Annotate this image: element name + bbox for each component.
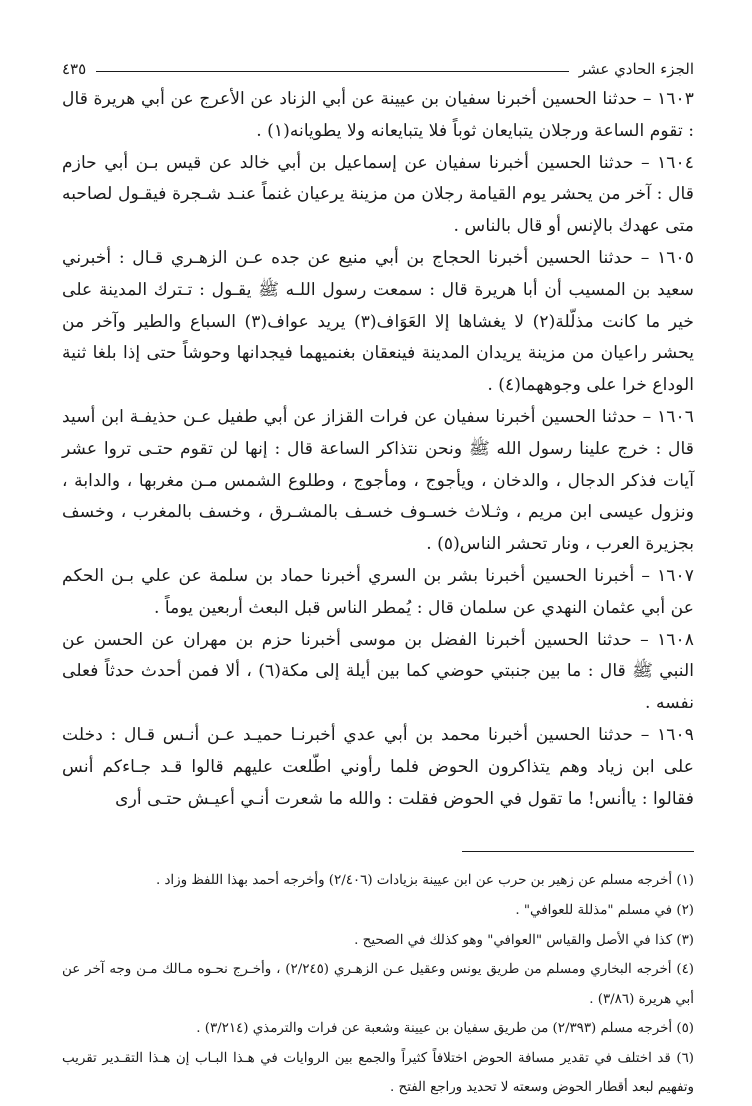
footnote: (٥) أخرجه مسلم (٢/٣٩٣) من طريق سفيان بن عيينة وشعبة عن فرات والترمذي (٣/٢١٤) . (196, 1021, 694, 1037)
hadith-paragraph: ١٦٠٤ – حدثنا الحسين أخبرنا سفيان عن إسماعيل بن أبي خالد عن قيس بـن أبي حازم قال : آخر من يحشر يوم القيامة رجلان من مزينة يرعيان غنماً عنـد شـجرة فيقـول لصاحبه متى عهدك بالإنس أو قال بالناس . (62, 152, 694, 237)
hadith-paragraph: ١٦٠٩ – حدثنا الحسين أخبرنا محمد بن أبي عدي أخبرنـا حميـد عـن أنـس قـال : دخلت على ابن زياد وهم يتذاكرون الحوض فلما رأوني اطّلعت عليهم قالوا قـد جـاءكم أنس فقالوا : ياأنس! ما تقول في الحوض فقلت : والله ما شعرت أنـي أعيـش حتـى أرى (62, 724, 694, 809)
running-header (62, 52, 694, 78)
hadith-paragraph: ١٦٠٣ – حدثنا الحسين أخبرنا سفيان بن عيينة عن أبي الزناد عن الأعرج عن أبي هريرة قال : تقوم الساعة ورجلان يتبايعان ثوباً فلا يتبايعانه ولا يطويانه(١) . (62, 89, 694, 141)
footnote: (٣) كذا في الأصل والقياس "العوافي" وهو كذلك في الصحيح . (354, 932, 694, 948)
hadith-paragraph: ١٦٠٦ – حدثنا الحسين أخبرنا سفيان عن فرات القزاز عن أبي طفيل عـن حذيفـة ابن أسيد قال : خرج علينا رسول الله ﷺ ونحن نتذاكر الساعة قال : إنها لن تقوم حتـى تروا عشر آيات فذكر الدجال ، والدخان ، ويأجوج ، ومأجوج ، وطلوع الشمس مـن مغربها ، والدابة ، ونزول عيسى ابن مريم ، وثـلاث خسـوف خسـف بالمشـرق ، وخسف بالمغرب ، وخسف بجزيرة العرب ، ونار تحشر الناس(٥) . (62, 406, 694, 555)
footnote: (٢) في مسلم "مذللة للعوافي" . (515, 902, 694, 918)
hadith-paragraph: ١٦٠٨ – حدثنا الحسين أخبرنا الفضل بن موسى أخبرنا حزم بن مهران عن الحسن عن النبي ﷺ قال : ما بين جنبتي حوضي كما بين أيلة إلى مكة(٦) ، ألا فمن أحدث حدثاً فعلى نفسه . (62, 629, 695, 714)
footnotes (62, 866, 694, 1103)
main-text (62, 84, 694, 815)
footnote: (٦) قد اختلف في تقدير مسافة الحوض اختلافاً كثيراً والجمع بين الروايات في هـذا البـاب إن هـذا التقـدير تقريب وتفهيم لبعد أقطار الحوض وسعته لا تحديد وراجع الفتح . (62, 1050, 694, 1096)
hadith-paragraph: ١٦٠٥ – حدثنا الحسين أخبرنا الحجاج بن أبي منيع عن جده عـن الزهـري قـال : أخبرني سعيد بن المسيب أن أبا هريرة قال : سمعت رسول اللـه ﷺ يقـول : تـترك المدينة على خير ما كانت مذلّلة(٢) لا يغشاها إلا العَوَاف(٣) يريد عواف(٣) السباع والطير وآخر من يحشر راعيان من مزينة يريدان المدينة فينعقان بغنميهما فيجدانها وحوشاً حتى إذا بلغا ثنية الوداع خرا على وجوههما(٤) . (62, 247, 695, 396)
footnote-separator (462, 851, 694, 852)
page-number: ٤٣٥ (62, 60, 87, 78)
header-title: الجزء الحادي عشر (578, 60, 694, 78)
footnote: (٤) أخرجه البخاري ومسلم من طريق يونس وعقيل عـن الزهـري (٢/٢٤٥) ، وأخـرج نحـوه مـالك مـن وجه آخر عن أبي هريرة (٣/٨٦) . (62, 962, 694, 1007)
hadith-paragraph: ١٦٠٧ – أخبرنا الحسين أخبرنا بشر بن السري أخبرنا حماد بن سلمة عن علي بـن الحكم عن أبي عثمان النهدي عن سلمان قال : يُمطر الناس قبل البعث أربعين يوماً . (62, 565, 694, 618)
header-rule (96, 71, 569, 72)
footnote: (١) أخرجه مسلم عن زهير بن حرب عن ابن عيينة بزيادات (٢/٤٠٦) وأخرجه أحمد بهذا اللفظ وزاد . (155, 873, 694, 889)
